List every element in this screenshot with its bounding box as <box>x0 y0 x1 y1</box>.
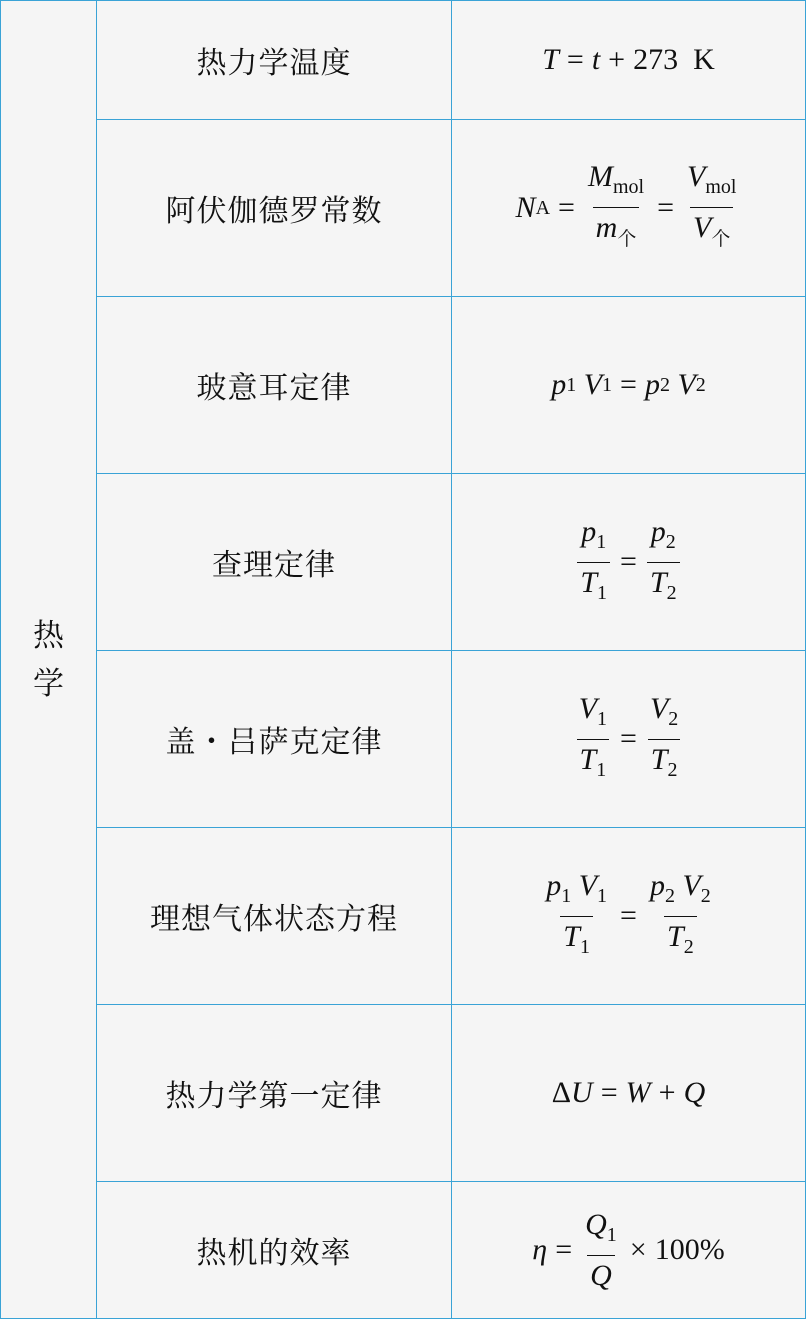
formula-charles: $\frac{p_1}{T_1}$ = $\frac{p_2}{T_2}$ <box>452 474 805 650</box>
formula-name: 热机的效率 <box>97 1182 452 1318</box>
table-row <box>97 828 805 1005</box>
formula-avogadro: N A = $\frac{M_{mol}}{m_个}$ = $\frac{V_{mol}}{V_个}$ <box>452 120 805 296</box>
table-row <box>97 1182 805 1318</box>
table-row <box>97 1 805 120</box>
category-char-1: 热 <box>33 617 64 654</box>
formula-first-law: Δ U = W + Q <box>551 1076 706 1109</box>
category-label <box>1 1 97 1318</box>
formula-name: 热力学温度 <box>97 1 452 119</box>
formula-gay-lussac: $\frac{V_1}{T_1}$ = $\frac{V_2}{T_2}$ <box>452 651 805 827</box>
formula-ideal-gas: $\frac{p_1 V_1}{T_1}$ = $\frac{p_2 V_2}{T_2}$ <box>452 828 805 1004</box>
table-row <box>97 297 805 474</box>
category-char-2: 学 <box>33 665 64 702</box>
formula-name: 阿伏伽德罗常数 <box>97 120 452 296</box>
table-row <box>97 120 805 297</box>
formula-name: 玻意耳定律 <box>97 297 452 473</box>
formula-name: 盖・吕萨克定律 <box>97 651 452 827</box>
formula-name: 查理定律 <box>97 474 452 650</box>
table-row <box>97 651 805 828</box>
table-row <box>97 1005 805 1182</box>
formula-heat-engine-efficiency: η = $\frac{Q_1}{Q}$ × 100% <box>532 1207 725 1292</box>
formula-thermodynamic-temperature: T = t + 273 K <box>542 43 715 76</box>
table-row <box>97 474 805 651</box>
formula-boyle: p 1 V 1 = p 2 V 2 <box>551 368 706 401</box>
formula-name: 热力学第一定律 <box>97 1005 452 1181</box>
formula-name: 理想气体状态方程 <box>97 828 452 1004</box>
